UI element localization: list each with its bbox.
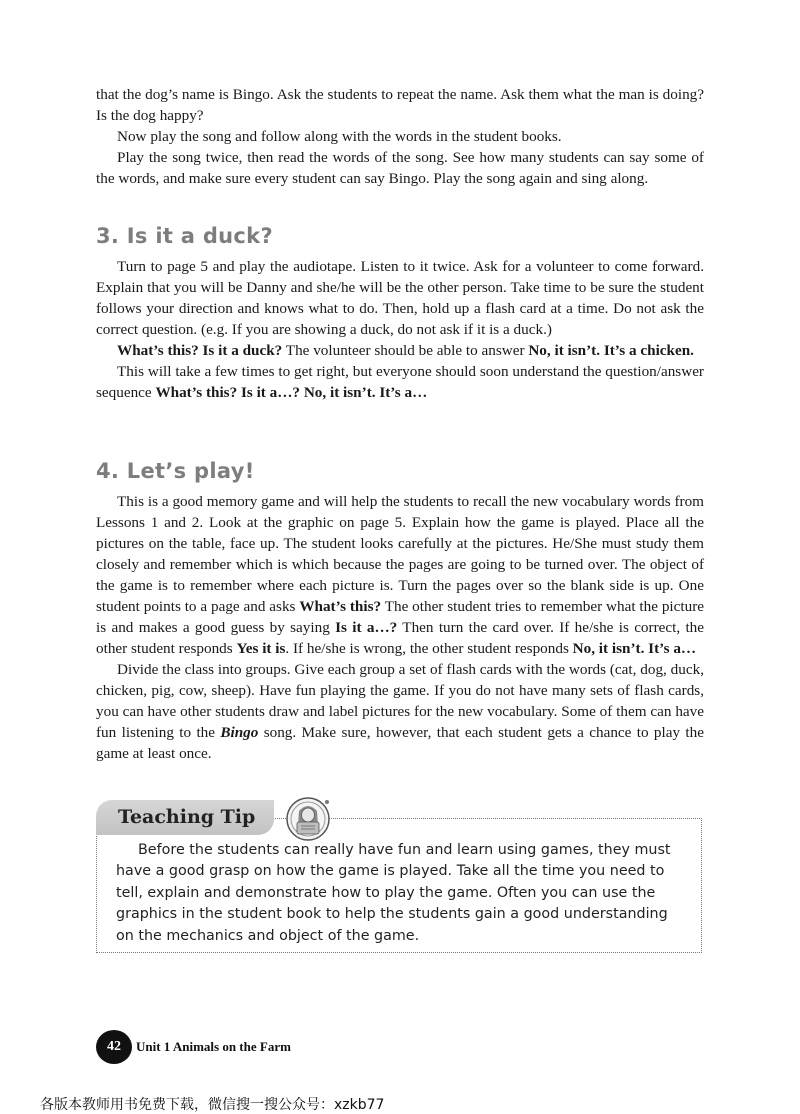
paragraph: Now play the song and follow along with the words in the student books. — [117, 128, 562, 145]
bold-phrase: What’s this? Is it a duck? — [117, 342, 283, 359]
section-4 — [96, 459, 704, 764]
text-run: Divide the class into groups. Give each group a set of flash cards with the words (cat, dog, duck, chicken, pig, cow, sheep). Have fun playing the game. If you do not have many sets of flash cards, you can have other students draw and label pictures for the new vocabulary. Some of them can have fun listening to the — [96, 661, 704, 741]
paragraph — [96, 659, 704, 764]
teaching-tip-text: Before the students can really have fun and learn using games, they must have a good grasp on how the game is played. Take all the time you need to tell, explain and demonstrate how to play the game. Often you can use the graphics in the student book to help the students gain a good understanding on the mechanics and object of the game. — [116, 842, 671, 944]
paragraph: Play the song twice, then read the words of the song. See how many students can say some of the words, and make sure every student can say Bingo. Play the song again and sing along. — [96, 149, 704, 187]
download-note: 各版本教师用书免费下载，微信搜一搜公众号：xzkb77 — [40, 1097, 385, 1113]
paragraph — [96, 491, 704, 659]
unit-title: Unit 1 Animals on the Farm — [136, 1039, 291, 1054]
paragraph — [96, 361, 704, 403]
text-run: The volunteer should be able to answer — [282, 342, 529, 359]
bold-phrase: Is it a…? — [335, 619, 398, 636]
bold-phrase: No, it isn’t. It’s a chicken. — [528, 342, 694, 359]
text-run: This will take a few times to get right, but everyone should soon understand the question/answer sequence — [96, 363, 704, 401]
teacher-icon — [284, 795, 334, 843]
paragraph: Turn to page 5 and play the audiotape. Listen to it twice. Ask for a volunteer to come forward. Explain that you will be Danny and she/he will be the other person. Take time to be sure the student follows your direction and knows what to do. Then, hold up a flash card at a time. Do not ask the correct question. (e.g. If you are showing a duck, do not ask if it is a duck.) — [96, 258, 704, 338]
text-run: The other student tries to remember what the picture is and makes a good guess by saying — [96, 598, 705, 636]
text-run: song. Make sure, however, that each student gets a chance to play the game at least once. — [96, 724, 704, 762]
teaching-tip-label: Teaching Tip — [96, 800, 274, 835]
page-number-badge: 42 — [96, 1030, 132, 1064]
bold-phrase: No, it isn’t. It’s a… — [572, 640, 697, 657]
text-run: Then turn the card over. If he/she is correct, the other student responds — [96, 619, 705, 657]
song-title: Bingo — [220, 724, 259, 741]
section-heading: 3. Is it a duck? — [96, 224, 273, 248]
paragraph — [96, 340, 704, 361]
text-run: This is a good memory game and will help the students to recall the new vocabulary words from Lessons 1 and 2. Look at the graphic on page 5. Explain how the game is played. Place all the pictures on the table, face up. The student looks carefully at the pictures. He/She must study them closely and remember which is which because the pages are going to be turned over. The object of the game is to remember where each picture is. Turn the pages over so the blank side is up. One student points to a page and asks — [96, 493, 704, 615]
section-heading: 4. Let’s play! — [96, 459, 255, 483]
bold-phrase: What’s this? Is it a…? No, it isn’t. It’s a… — [155, 384, 428, 401]
section-3 — [96, 224, 704, 403]
bold-phrase: What’s this? — [299, 598, 382, 615]
paragraph: that the dog’s name is Bingo. Ask the students to repeat the name. Ask them what the man is doing? Is the dog happy? — [96, 86, 704, 124]
bold-phrase: Yes it is — [236, 640, 286, 657]
text-run: . If he/she is wrong, the other student responds — [285, 640, 573, 657]
intro-text — [96, 84, 704, 189]
